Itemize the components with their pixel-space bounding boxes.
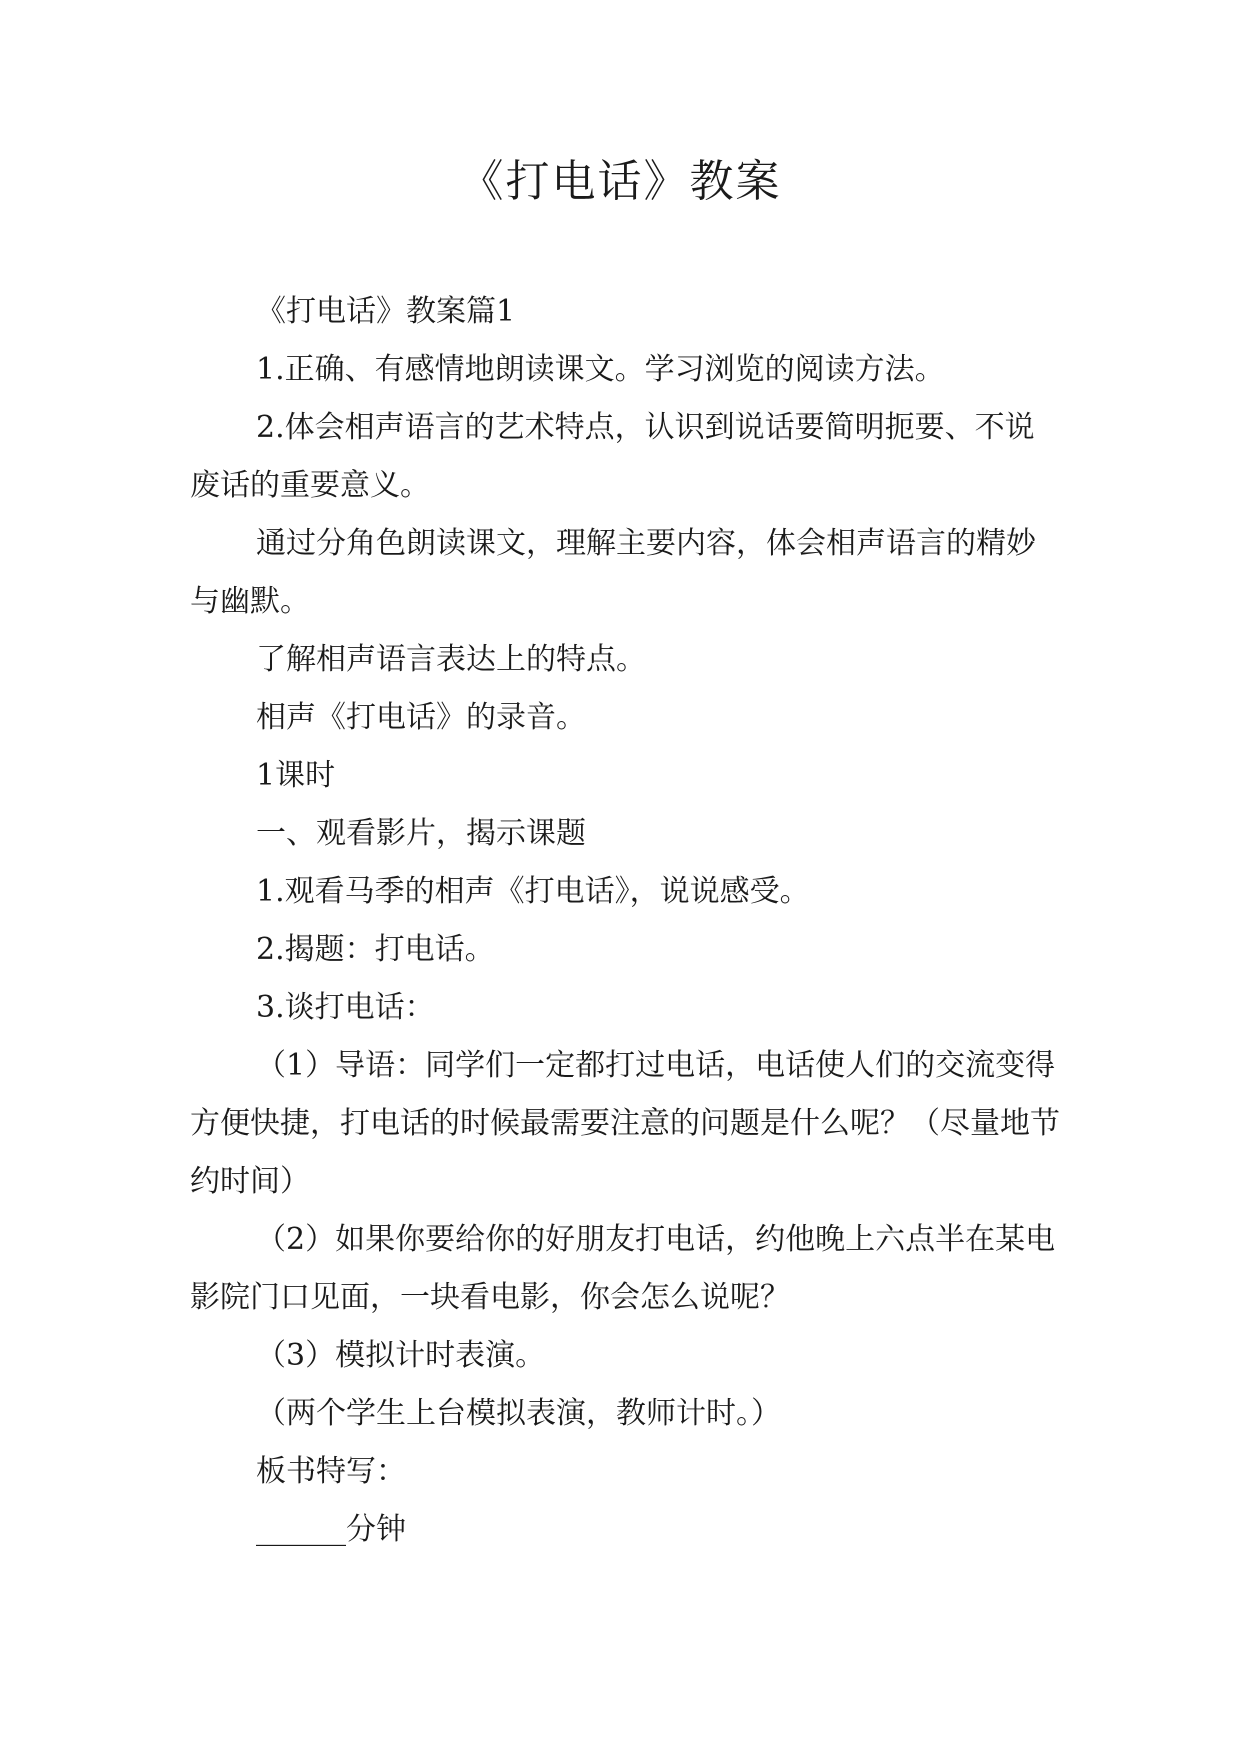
paragraph-step-1: 1.观看马季的相声《打电话》，说说感受。 (256, 874, 810, 909)
paragraph-objective-1: 1.正确、有感情地朗读课文。学习浏览的阅读方法。 (256, 352, 945, 387)
paragraph-step-2: 2.揭题：打电话。 (256, 932, 495, 967)
paragraph-key-point: 通过分角色朗读课文，理解主要内容，体会相声语言的精妙与幽默。 (190, 526, 1036, 619)
document-title: 《打电话》教案 (459, 156, 782, 207)
paragraph-board-heading: 板书特写： (256, 1454, 406, 1489)
paragraph-sub-3: （3）模拟计时表演。 (256, 1338, 546, 1373)
paragraph-section-heading: 《打电话》教案篇1 (256, 294, 516, 329)
paragraph-difficulty: 了解相声语言表达上的特点。 (256, 642, 646, 677)
document-body (190, 283, 1060, 1559)
paragraph-duration: 1课时 (256, 758, 336, 793)
paragraph-sub-2: （2）如果你要给你的好朋友打电话，约他晚上六点半在某电影院门口见面，一块看电影，你会怎么说呢？ (190, 1222, 1056, 1315)
paragraph-board-blank: ______分钟 (256, 1512, 406, 1547)
paragraph-sub-1: （1）导语：同学们一定都打过电话，电话使人们的交流变得方便快捷，打电话的时候最需要注意的问题是什么呢？（尽量地节约时间） (190, 1048, 1060, 1199)
paragraph-step-3: 3.谈打电话： (256, 990, 435, 1025)
paragraph-note: （两个学生上台模拟表演，教师计时。） (256, 1396, 781, 1431)
paragraph-step-heading: 一、观看影片，揭示课题 (256, 816, 586, 851)
paragraph-materials: 相声《打电话》的录音。 (256, 700, 586, 735)
paragraph-objective-2: 2.体会相声语言的艺术特点，认识到说话要简明扼要、不说废话的重要意义。 (190, 410, 1035, 503)
